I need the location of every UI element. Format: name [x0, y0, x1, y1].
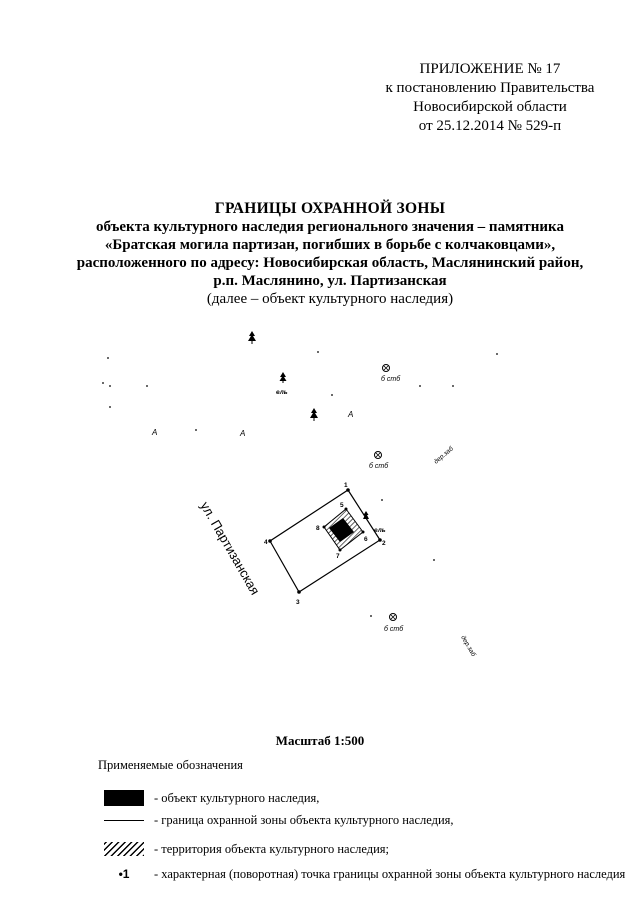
- pole-icon: [390, 614, 397, 621]
- pole-label: б стб: [381, 376, 401, 383]
- site-map: [90, 330, 630, 700]
- point-labels: [264, 482, 386, 606]
- legend-text: - характерная (поворотная) точка границы охранной зоны объекта культурного наследия: [154, 866, 626, 881]
- document-title: [60, 200, 600, 308]
- appendix-header: [360, 60, 620, 136]
- title-line-2: объекта культурного наследия регионального значения – памятника: [96, 219, 564, 235]
- line-symbol: [100, 812, 148, 828]
- title-line-5: р.п. Маслянино, ул. Партизанская: [213, 273, 447, 289]
- tree-icon: [310, 408, 318, 421]
- title-line-4: расположенного по адресу: Новосибирская область, Маслянинский район,: [76, 255, 584, 271]
- pole-icon: [375, 452, 382, 459]
- point-label-6: 6: [364, 536, 368, 543]
- point-label-7: 7: [336, 553, 340, 560]
- appendix-number: ПРИЛОЖЕНИЕ № 17: [419, 61, 561, 77]
- point-label-2: 2: [382, 540, 386, 547]
- hatch-symbol: [100, 841, 148, 857]
- point-label-4: 4: [264, 539, 268, 546]
- survey-letter: А: [348, 410, 354, 419]
- legend-text: - объект культурного наследия,: [154, 790, 320, 805]
- tree-icon: [280, 372, 287, 383]
- black-rect-symbol: [100, 790, 148, 806]
- legend-item-heritage-territory: [100, 839, 389, 859]
- appendix-region: Новосибирской области: [413, 99, 567, 115]
- legend-text: - граница охранной зоны объекта культурного наследия,: [154, 812, 454, 827]
- point-label-1: 1: [344, 482, 348, 489]
- appendix-date: от 25.12.2014 № 529-п: [418, 118, 562, 134]
- survey-marks: [102, 351, 498, 617]
- pole-label: б стб: [384, 626, 404, 633]
- street-label: ул. Партизанская: [197, 499, 263, 598]
- map-scale: Масштаб 1:500: [275, 733, 365, 748]
- survey-letter: А: [240, 429, 246, 438]
- pole-icon: [383, 365, 390, 372]
- title-line-6: (далее – объект культурного наследия): [206, 291, 454, 307]
- tree-label: ель: [374, 527, 386, 534]
- point-label-3: 3: [296, 599, 300, 606]
- point-label-8: 8: [316, 525, 320, 532]
- legend-text: - территория объекта культурного наследия;: [154, 841, 390, 856]
- appendix-decree: к постановлению Правительства: [385, 80, 595, 96]
- fence-label: дер.заб: [459, 634, 477, 658]
- fence-label: дер.заб: [432, 445, 455, 466]
- title-line-3: «Братская могила партизан, погибших в борьбе с колчаковцами»,: [104, 237, 556, 253]
- legend-item-boundary-point: [100, 864, 625, 884]
- legend-item-zone-boundary: [100, 810, 454, 830]
- tree-icon: [248, 331, 256, 344]
- point-label-5: 5: [340, 502, 344, 509]
- survey-letter: А: [152, 428, 158, 437]
- point-symbol: •1: [118, 867, 130, 881]
- legend-title: Применяемые обозначения: [98, 758, 243, 772]
- pole-label: б стб: [369, 463, 389, 470]
- legend-item-heritage-object: [100, 788, 319, 808]
- tree-label: ель: [276, 389, 288, 396]
- title-main: ГРАНИЦЫ ОХРАННОЙ ЗОНЫ: [214, 200, 446, 217]
